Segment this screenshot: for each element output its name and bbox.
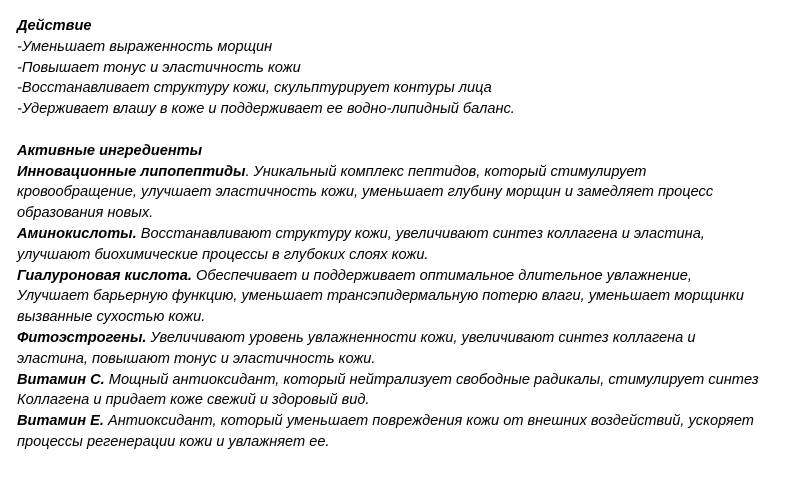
ingredient-description: кровообращение, улучшает эластичность кожи, уменьшает глубину морщин и замедляет процесс: [17, 184, 714, 201]
ingredient-name: Витамин Е.: [17, 413, 104, 430]
ingredient-name: Инновационные липопептиды: [17, 163, 246, 180]
ingredient-amino-acids: [17, 224, 787, 266]
ingredients-section: [17, 141, 787, 453]
ingredient-description: процессы регенерации кожи и увлажняет ее.: [17, 433, 330, 450]
ingredients-heading: Активные ингредиенты: [17, 142, 203, 159]
action-item: -Восстанавливает структуру кожи, скульптурирует контуры лица: [17, 80, 492, 97]
section-spacer: [17, 120, 787, 141]
action-item: -Повышает тонус и эластичность кожи: [17, 59, 301, 76]
document-body: [17, 16, 787, 453]
action-item: -Удерживает влашу в коже и поддерживает ее водно-липидный баланс.: [17, 101, 515, 118]
ingredient-hyaluronic-acid: [17, 266, 787, 328]
ingredient-description: улучшают биохимические процессы в глубоких слоях кожи.: [17, 246, 429, 263]
ingredient-description: вызванные сухостью кожи.: [17, 309, 206, 326]
ingredient-description: Обеспечивает и поддерживает оптимальное длительное увлажнение,: [191, 267, 692, 284]
ingredient-name: Гиалуроновая кислота.: [17, 267, 192, 284]
ingredient-description: Антиоксидант, который уменьшает повреждения кожи от внешних воздействий, ускоряет: [103, 413, 754, 430]
ingredient-description: эластина, повышают тонус и эластичность кожи.: [17, 350, 376, 367]
ingredient-description: Мощный антиоксидант, который нейтрализует свободные радикалы, стимулирует синтез: [104, 371, 759, 388]
ingredient-description: Улучшает барьерную функцию, уменьшает трансэпидермальную потерю влаги, уменьшает морщинки: [17, 288, 745, 305]
ingredient-name: Витамин С.: [17, 371, 105, 388]
ingredient-name: Аминокислоты.: [17, 225, 137, 242]
ingredient-vitamin-c: [17, 370, 787, 412]
ingredient-description: Коллагена и придает коже свежий и здоровый вид.: [17, 392, 370, 409]
ingredient-phytoestrogens: [17, 328, 787, 370]
ingredient-vitamin-e: [17, 411, 787, 453]
ingredient-description: Восстанавливают структуру кожи, увеличивают синтез коллагена и эластина,: [136, 225, 705, 242]
action-heading: Действие: [17, 18, 92, 34]
action-section: [17, 16, 787, 120]
action-item: -Уменьшает выраженность морщин: [17, 38, 273, 55]
ingredient-description: . Уникальный комплекс пептидов, который стимулирует: [245, 163, 647, 180]
ingredient-name: Фитоэстрогены.: [17, 329, 147, 346]
ingredient-description: образования новых.: [17, 205, 154, 222]
ingredient-lipopeptides: [17, 162, 787, 224]
ingredient-description: Увеличивают уровень увлажненности кожи, увеличивают синтез коллагена и: [146, 329, 696, 346]
